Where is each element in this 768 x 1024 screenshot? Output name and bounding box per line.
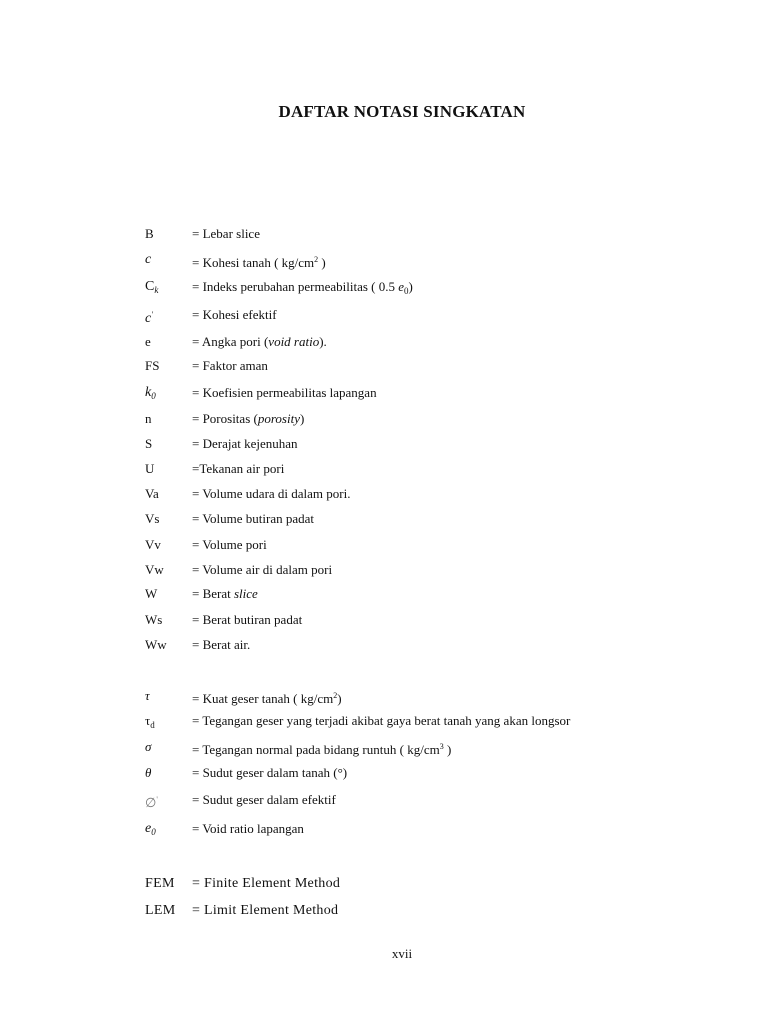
notation-symbol: Vw xyxy=(145,562,164,577)
notation-definition: = Derajat kejenuhan xyxy=(192,436,298,451)
notation-symbol: S xyxy=(145,436,153,451)
page-title: DAFTAR NOTASI SINGKATAN xyxy=(278,102,526,121)
notation-definition: = Faktor aman xyxy=(192,358,268,373)
notation-symbol: $C_k$ xyxy=(145,279,159,295)
notation-definition: = Kohesi efektif xyxy=(192,307,277,322)
notation-definition: = Tegangan normal pada bidang runtuh ( $kg/cm^3$ ) xyxy=(192,742,452,757)
notation-definition: = Koefisien permeabilitas lapangan xyxy=(192,385,377,400)
notation-definition: = Volume butiran padat xyxy=(192,511,315,526)
notation-symbol: e xyxy=(145,334,151,349)
notation-symbol: c xyxy=(145,252,152,267)
notation-definition: = Porositas (porosity) xyxy=(192,411,305,426)
notation-definition: = Berat slice xyxy=(192,586,258,601)
notation-definition: = Limit Element Method xyxy=(192,903,339,918)
notation-symbol: Ws xyxy=(145,612,163,627)
notation-symbol: $\tau_d$ xyxy=(145,713,155,730)
notation-definition: = Indeks perubahan permeabilitas ( 0.5 $e_0$) xyxy=(192,279,413,296)
notation-definition: =Tekanan air pori xyxy=(192,461,285,476)
notation-definition: = Volume pori xyxy=(192,537,267,552)
notation-definition: = Sudut geser dalam efektif xyxy=(192,792,336,807)
notation-symbol: c' xyxy=(145,310,153,326)
notation-symbol: n xyxy=(145,411,152,426)
notation-symbol: W xyxy=(145,586,158,601)
notation-symbol: U xyxy=(145,461,155,476)
notation-symbol: B xyxy=(145,226,154,241)
notation-symbol: LEM xyxy=(145,903,176,918)
notation-symbol: Va xyxy=(145,486,159,501)
notation-symbol: Vv xyxy=(145,537,161,552)
notation-symbol: σ xyxy=(145,739,152,754)
notation-definition: = Void ratio lapangan xyxy=(192,821,304,836)
notation-definition: = Berat air. xyxy=(192,637,251,652)
notation-symbol: Vs xyxy=(145,511,160,526)
page-number: xvii xyxy=(391,946,413,961)
notation-definition: = Tegangan geser yang terjadi akibat gaya berat tanah yang akan longsor xyxy=(192,713,571,728)
notation-definition: = Finite Element Method xyxy=(192,876,341,891)
notation-symbol: τ xyxy=(145,688,150,703)
notation-symbol: $e_0$ xyxy=(145,821,156,837)
notation-symbol: θ xyxy=(145,765,152,780)
notation-symbol: $k_0$ xyxy=(145,385,156,401)
notation-symbol: ∅' xyxy=(145,795,158,810)
notation-definition: = Angka pori (void ratio). xyxy=(192,334,327,349)
notation-definition: = Kohesi tanah ( $kg/cm^2$ ) xyxy=(192,255,326,270)
notation-definition: = Lebar slice xyxy=(192,226,260,241)
notation-symbol: FEM xyxy=(145,876,175,891)
notation-definition: = Berat butiran padat xyxy=(192,612,303,627)
notation-symbol: FS xyxy=(145,358,160,373)
notation-definition: = Volume air di dalam pori xyxy=(192,562,333,577)
notation-definition: = Sudut geser dalam tanah (°) xyxy=(192,765,348,780)
notation-definition: = Volume udara di dalam pori. xyxy=(192,486,351,501)
notation-symbol: Ww xyxy=(145,637,167,652)
notation-definition: = Kuat geser tanah ( $kg/cm^2$) xyxy=(192,691,342,706)
